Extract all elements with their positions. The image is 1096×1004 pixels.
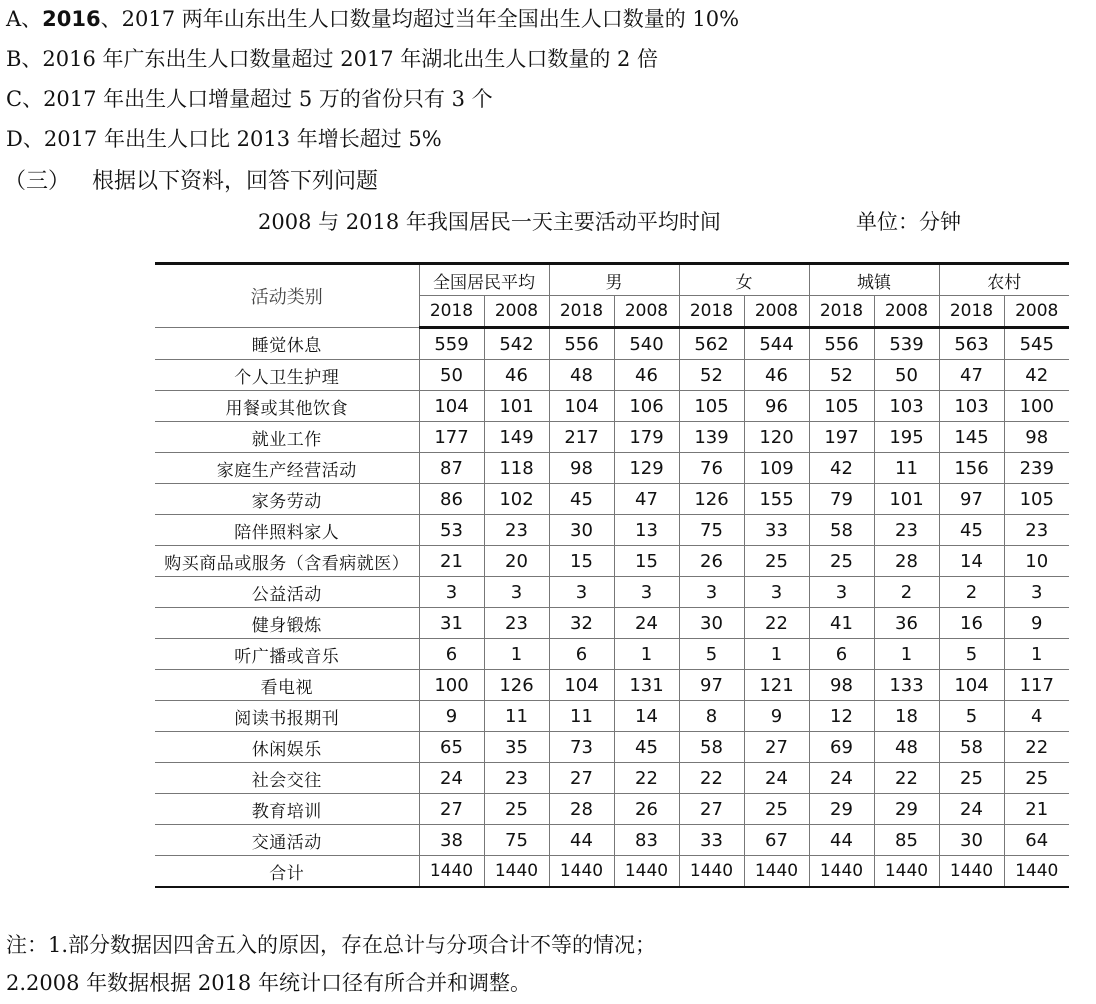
table-cell: 24 (419, 763, 484, 794)
table-cell: 3 (744, 577, 809, 608)
table-cell: 20 (484, 546, 549, 577)
table-title: 2008 与 2018 年我国居民一天主要活动平均时间 (258, 210, 721, 234)
table-cell: 1440 (484, 856, 549, 888)
table-cell: 23 (484, 608, 549, 639)
option-a-prefix: A、 (6, 7, 43, 31)
table-row (155, 639, 1069, 670)
table-cell: 22 (874, 763, 939, 794)
table-cell: 126 (484, 670, 549, 701)
table-cell: 27 (679, 794, 744, 825)
option-a-bold-year: 2016 (42, 7, 101, 31)
table-cell: 101 (484, 391, 549, 422)
table-cell: 8 (679, 701, 744, 732)
table-cell: 5 (939, 701, 1004, 732)
year-header: 2018 (549, 296, 614, 328)
table-cell: 65 (419, 732, 484, 763)
table-row (155, 328, 1069, 360)
table-cell: 97 (939, 484, 1004, 515)
table-cell: 2 (939, 577, 1004, 608)
table-cell: 14 (614, 701, 679, 732)
table-row (155, 763, 1069, 794)
table-row (155, 608, 1069, 639)
table-cell: 45 (549, 484, 614, 515)
table-cell: 75 (679, 515, 744, 546)
table-cell: 46 (744, 360, 809, 391)
table-cell: 540 (614, 328, 679, 360)
table-row (155, 453, 1069, 484)
group-header-row (155, 264, 1069, 296)
table-cell: 36 (874, 608, 939, 639)
note-line-1: 注：1.部分数据因四舍五入的原因，存在总计与分项合计不等的情况； (6, 933, 657, 957)
table-cell: 14 (939, 546, 1004, 577)
option-a-text: 、2017 两年山东出生人口数量均超过当年全国出生人口数量的 10% (100, 7, 740, 31)
table-cell: 26 (614, 794, 679, 825)
table-cell: 15 (549, 546, 614, 577)
table-cell: 6 (549, 639, 614, 670)
table-cell: 121 (744, 670, 809, 701)
table-cell: 96 (744, 391, 809, 422)
table-cell: 11 (549, 701, 614, 732)
table-cell: 1440 (939, 856, 1004, 888)
activity-category: 公益活动 (155, 577, 419, 608)
table-cell: 539 (874, 328, 939, 360)
table-cell: 1440 (679, 856, 744, 888)
table-cell: 105 (1004, 484, 1069, 515)
table-cell: 21 (419, 546, 484, 577)
year-header: 2018 (419, 296, 484, 328)
table-cell: 15 (614, 546, 679, 577)
year-header: 2008 (484, 296, 549, 328)
table-cell: 32 (549, 608, 614, 639)
activity-category: 家庭生产经营活动 (155, 453, 419, 484)
table-cell: 24 (744, 763, 809, 794)
table-cell: 197 (809, 422, 874, 453)
table-cell: 21 (1004, 794, 1069, 825)
table-cell: 52 (679, 360, 744, 391)
table-cell: 177 (419, 422, 484, 453)
table-cell: 25 (744, 546, 809, 577)
table-cell: 22 (1004, 732, 1069, 763)
option-b: B、2016 年广东出生人口数量超过 2017 年湖北出生人口数量的 2 倍 (6, 47, 659, 71)
table-cell: 1440 (549, 856, 614, 888)
table-cell: 3 (419, 577, 484, 608)
table-cell: 217 (549, 422, 614, 453)
activity-category: 睡觉休息 (155, 328, 419, 360)
table-cell: 27 (419, 794, 484, 825)
year-header: 2018 (679, 296, 744, 328)
table-cell: 23 (874, 515, 939, 546)
table-cell: 104 (419, 391, 484, 422)
table-cell: 50 (874, 360, 939, 391)
table-cell: 1440 (419, 856, 484, 888)
table-cell: 104 (549, 391, 614, 422)
activity-time-table (155, 262, 1069, 888)
table-cell: 45 (614, 732, 679, 763)
table-cell: 105 (679, 391, 744, 422)
table-cell: 98 (549, 453, 614, 484)
table-cell: 29 (874, 794, 939, 825)
table-cell: 25 (939, 763, 1004, 794)
year-header: 2008 (744, 296, 809, 328)
table-cell: 44 (549, 825, 614, 856)
table-cell: 562 (679, 328, 744, 360)
table-cell: 28 (874, 546, 939, 577)
table-cell: 129 (614, 453, 679, 484)
table-cell: 117 (1004, 670, 1069, 701)
table-cell: 101 (874, 484, 939, 515)
table-cell: 69 (809, 732, 874, 763)
table-cell: 3 (484, 577, 549, 608)
table-cell: 2 (874, 577, 939, 608)
table-row (155, 577, 1069, 608)
table-row (155, 670, 1069, 701)
table-cell: 31 (419, 608, 484, 639)
group-header: 女 (679, 264, 809, 296)
table-cell: 24 (939, 794, 1004, 825)
table-cell: 44 (809, 825, 874, 856)
table-cell: 4 (1004, 701, 1069, 732)
table-cell: 3 (1004, 577, 1069, 608)
table-cell: 27 (744, 732, 809, 763)
activity-category: 休闲娱乐 (155, 732, 419, 763)
table-cell: 1440 (744, 856, 809, 888)
table-cell: 1 (874, 639, 939, 670)
option-c: C、2017 年出生人口增量超过 5 万的省份只有 3 个 (6, 87, 493, 111)
table-unit: 单位：分钟 (856, 210, 961, 234)
table-cell: 6 (809, 639, 874, 670)
year-header: 2018 (939, 296, 1004, 328)
table-cell: 28 (549, 794, 614, 825)
year-header: 2008 (1004, 296, 1069, 328)
table-cell: 45 (939, 515, 1004, 546)
table-cell: 100 (419, 670, 484, 701)
activity-category: 陪伴照料家人 (155, 515, 419, 546)
table-cell: 79 (809, 484, 874, 515)
section-text: 根据以下资料，回答下列问题 (92, 169, 379, 194)
table-cell: 139 (679, 422, 744, 453)
table-cell: 106 (614, 391, 679, 422)
table-cell: 10 (1004, 546, 1069, 577)
year-header: 2008 (614, 296, 679, 328)
table-row (155, 825, 1069, 856)
activity-category: 交通活动 (155, 825, 419, 856)
table-cell: 1 (614, 639, 679, 670)
group-header: 城镇 (809, 264, 939, 296)
note-line-2: 2.2008 年数据根据 2018 年统计口径有所合并和调整。 (6, 971, 531, 995)
table-cell: 104 (549, 670, 614, 701)
table-cell: 559 (419, 328, 484, 360)
table-cell: 131 (614, 670, 679, 701)
table-cell: 23 (484, 515, 549, 546)
activity-category: 看电视 (155, 670, 419, 701)
group-header: 男 (549, 264, 679, 296)
table-cell: 103 (939, 391, 1004, 422)
table-cell: 64 (1004, 825, 1069, 856)
table-cell: 105 (809, 391, 874, 422)
table-cell: 73 (549, 732, 614, 763)
year-header: 2008 (874, 296, 939, 328)
table-cell: 1440 (1004, 856, 1069, 888)
table-cell: 83 (614, 825, 679, 856)
category-header: 活动类别 (155, 264, 419, 328)
table-cell: 1 (744, 639, 809, 670)
table-cell: 1 (1004, 639, 1069, 670)
table-cell: 155 (744, 484, 809, 515)
table-cell: 563 (939, 328, 1004, 360)
table-cell: 53 (419, 515, 484, 546)
table-cell: 542 (484, 328, 549, 360)
table-cell: 76 (679, 453, 744, 484)
table-cell: 46 (614, 360, 679, 391)
table-cell: 9 (744, 701, 809, 732)
table-cell: 24 (809, 763, 874, 794)
table-cell: 12 (809, 701, 874, 732)
table-cell: 98 (809, 670, 874, 701)
table-cell: 109 (744, 453, 809, 484)
table-cell: 46 (484, 360, 549, 391)
table-cell: 149 (484, 422, 549, 453)
table-cell: 30 (939, 825, 1004, 856)
table-cell: 179 (614, 422, 679, 453)
activity-category: 用餐或其他饮食 (155, 391, 419, 422)
table-cell: 156 (939, 453, 1004, 484)
table-cell: 13 (614, 515, 679, 546)
section-number: （三） (4, 169, 71, 194)
table-cell: 6 (419, 639, 484, 670)
table-cell: 48 (549, 360, 614, 391)
table-cell: 18 (874, 701, 939, 732)
table-cell: 16 (939, 608, 1004, 639)
table-cell: 3 (549, 577, 614, 608)
table-cell: 48 (874, 732, 939, 763)
activity-category: 个人卫生护理 (155, 360, 419, 391)
table-row (155, 515, 1069, 546)
table-cell: 24 (614, 608, 679, 639)
table-cell: 120 (744, 422, 809, 453)
table-cell: 22 (614, 763, 679, 794)
section-heading (4, 169, 378, 195)
table-cell: 25 (809, 546, 874, 577)
table-cell: 556 (809, 328, 874, 360)
table-cell: 67 (744, 825, 809, 856)
table-cell: 1440 (874, 856, 939, 888)
table-cell: 239 (1004, 453, 1069, 484)
table-cell: 58 (939, 732, 1004, 763)
table-cell: 9 (1004, 608, 1069, 639)
table-row (155, 732, 1069, 763)
activity-category: 社会交往 (155, 763, 419, 794)
table-cell: 100 (1004, 391, 1069, 422)
table-cell: 126 (679, 484, 744, 515)
table-cell: 75 (484, 825, 549, 856)
table-cell: 97 (679, 670, 744, 701)
table-row (155, 856, 1069, 888)
table-cell: 1440 (809, 856, 874, 888)
activity-category: 家务劳动 (155, 484, 419, 515)
table-cell: 195 (874, 422, 939, 453)
table-cell: 3 (809, 577, 874, 608)
table-cell: 11 (874, 453, 939, 484)
activity-category: 就业工作 (155, 422, 419, 453)
table-cell: 35 (484, 732, 549, 763)
table-cell: 103 (874, 391, 939, 422)
table-cell: 23 (1004, 515, 1069, 546)
table-cell: 87 (419, 453, 484, 484)
table-cell: 30 (549, 515, 614, 546)
table-cell: 86 (419, 484, 484, 515)
activity-category: 合计 (155, 856, 419, 888)
table-cell: 104 (939, 670, 1004, 701)
table-cell: 26 (679, 546, 744, 577)
activity-category: 教育培训 (155, 794, 419, 825)
table-cell: 27 (549, 763, 614, 794)
table-cell: 47 (939, 360, 1004, 391)
table-cell: 1 (484, 639, 549, 670)
table-cell: 102 (484, 484, 549, 515)
group-header: 全国居民平均 (419, 264, 549, 296)
table-cell: 5 (939, 639, 1004, 670)
table-cell: 22 (744, 608, 809, 639)
table-row (155, 391, 1069, 422)
table-cell: 30 (679, 608, 744, 639)
table-row (155, 484, 1069, 515)
table-cell: 118 (484, 453, 549, 484)
option-a (6, 6, 739, 32)
option-d: D、2017 年出生人口比 2013 年增长超过 5% (6, 127, 442, 151)
table-cell: 52 (809, 360, 874, 391)
table-cell: 3 (679, 577, 744, 608)
table-row (155, 360, 1069, 391)
activity-category: 健身锻炼 (155, 608, 419, 639)
table-cell: 50 (419, 360, 484, 391)
table-cell: 545 (1004, 328, 1069, 360)
table-row (155, 546, 1069, 577)
table-cell: 145 (939, 422, 1004, 453)
table-cell: 556 (549, 328, 614, 360)
table-cell: 33 (679, 825, 744, 856)
year-header: 2018 (809, 296, 874, 328)
table-cell: 22 (679, 763, 744, 794)
table-cell: 42 (809, 453, 874, 484)
table-cell: 9 (419, 701, 484, 732)
table-row (155, 794, 1069, 825)
table-cell: 98 (1004, 422, 1069, 453)
table-cell: 85 (874, 825, 939, 856)
table-cell: 41 (809, 608, 874, 639)
table-cell: 23 (484, 763, 549, 794)
table-row (155, 422, 1069, 453)
table-cell: 3 (614, 577, 679, 608)
table-cell: 11 (484, 701, 549, 732)
table-cell: 29 (809, 794, 874, 825)
table-cell: 25 (484, 794, 549, 825)
table-cell: 38 (419, 825, 484, 856)
table-cell: 47 (614, 484, 679, 515)
table-cell: 133 (874, 670, 939, 701)
table-cell: 25 (1004, 763, 1069, 794)
activity-category: 阅读书报期刊 (155, 701, 419, 732)
table-cell: 58 (679, 732, 744, 763)
table-cell: 33 (744, 515, 809, 546)
table-cell: 25 (744, 794, 809, 825)
table-row (155, 701, 1069, 732)
table-cell: 42 (1004, 360, 1069, 391)
activity-category: 购买商品或服务（含看病就医） (155, 546, 419, 577)
table-cell: 5 (679, 639, 744, 670)
table-cell: 1440 (614, 856, 679, 888)
table-cell: 544 (744, 328, 809, 360)
table-cell: 58 (809, 515, 874, 546)
activity-category: 听广播或音乐 (155, 639, 419, 670)
group-header: 农村 (939, 264, 1069, 296)
